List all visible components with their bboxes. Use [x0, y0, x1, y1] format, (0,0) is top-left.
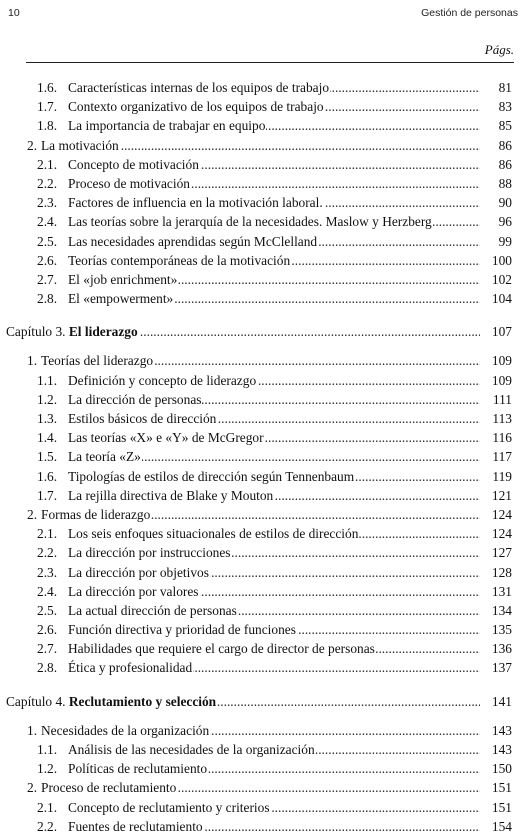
- toc-subsection-entry: [0, 740, 524, 759]
- toc-entry-title: La dirección por valores: [68, 583, 199, 599]
- toc-entry-number: 2.1.: [37, 156, 58, 172]
- toc-entry-text: [27, 351, 154, 370]
- toc-entry-title: Las teorías «X» e «Y» de McGregor: [68, 430, 264, 446]
- toc-entry-text: [37, 371, 257, 390]
- toc-entry-number: 1.4.: [37, 430, 58, 446]
- toc-entry-text: [6, 322, 139, 341]
- toc-entry-title: Teorías del liderazgo: [41, 353, 154, 369]
- toc-subsection-entry: [0, 371, 524, 390]
- toc-entry-title: La dirección por instrucciones: [68, 545, 231, 561]
- toc-entry-number: 1.2.: [37, 391, 58, 407]
- toc-section-entry: [0, 351, 524, 370]
- toc-section-entry: [0, 505, 524, 524]
- toc-entry-text: [37, 116, 266, 135]
- toc-entry-page: 102: [491, 271, 512, 287]
- toc-subsection-entry: [0, 97, 524, 116]
- toc-subsection-entry: [0, 390, 524, 409]
- toc-subsection-entry: [0, 563, 524, 582]
- toc-section-entry: [0, 136, 524, 155]
- toc-entry-text: [6, 692, 217, 711]
- toc-entry-page: 137: [491, 660, 512, 676]
- toc-entry-text: [37, 759, 208, 778]
- toc-subsection-entry: [0, 759, 524, 778]
- toc-entry-title: Proceso de motivación: [68, 175, 190, 191]
- toc-entry-number: 2.6.: [37, 252, 58, 268]
- toc-entry-text: [37, 543, 232, 562]
- toc-entry-title: Ética y profesionalidad: [68, 660, 193, 676]
- toc-entry-number: 2.1.: [37, 526, 58, 542]
- toc-entry-page: 150: [491, 761, 512, 777]
- toc-entry-number: 1.3.: [37, 411, 58, 426]
- toc-entry-page: 124: [491, 526, 512, 542]
- toc-subsection-entry: [0, 582, 524, 601]
- toc-entry-number: 2.4.: [37, 583, 58, 599]
- toc-entry-text: [37, 78, 330, 97]
- toc-entry-number: 2.2.: [37, 545, 58, 561]
- toc-entry-page: 141: [491, 693, 512, 709]
- toc-entry-title: La rejilla directiva de Blake y Mouton: [68, 487, 274, 503]
- toc-entry-title: Tipologías de estilos de dirección según Tennenbaum: [68, 468, 355, 484]
- toc-entry-title: Necesidades de la organización: [41, 722, 210, 738]
- toc-entry-text: [37, 289, 174, 308]
- toc-entry-number: 2.2.: [37, 818, 58, 834]
- toc-entry-text: [37, 524, 359, 543]
- toc-entry-page: 151: [491, 799, 512, 815]
- toc-entry-title: Concepto de reclutamiento y criterios: [68, 799, 270, 815]
- toc-entry-page: 88: [498, 175, 512, 191]
- toc-entry-page: 90: [498, 195, 512, 211]
- toc-subsection-entry: [0, 409, 524, 428]
- toc-entry-text: [37, 97, 325, 116]
- toc-entry-number: 2.5.: [37, 233, 58, 249]
- toc-entry-text: [37, 447, 142, 466]
- toc-entry-number: 1.6.: [37, 468, 58, 484]
- toc-entry-page: 143: [491, 742, 512, 757]
- toc-entry-text: [27, 778, 177, 797]
- toc-entry-number: 2.: [27, 780, 38, 796]
- toc-entry-page: 96: [498, 214, 512, 230]
- toc-entry-page: 124: [491, 506, 512, 522]
- toc-subsection-entry: [0, 486, 524, 505]
- toc-entry-number: 1.7.: [37, 487, 58, 503]
- toc-subsection-entry: [0, 817, 524, 836]
- toc-entry-title: Habilidades que requiere el cargo de director de personas: [68, 641, 375, 657]
- toc-entry-title: Factores de influencia en la motivación laboral.: [68, 195, 323, 211]
- toc-entry-text: [37, 658, 193, 677]
- toc-entry-number: 1.2.: [37, 761, 58, 777]
- toc-entry-title: Teorías contemporáneas de la motivación: [68, 252, 291, 268]
- toc-entry-title: Definición y concepto de liderazgo: [68, 372, 257, 388]
- toc-subsection-entry: [0, 658, 524, 677]
- toc-subsection-entry: [0, 174, 524, 193]
- toc-entry-text: [37, 212, 433, 231]
- toc-entry-title: Concepto de motivación: [68, 156, 199, 172]
- toc-entry-number: Capítulo 4.: [6, 693, 66, 709]
- toc-entry-title: El «empowerment»: [68, 291, 174, 307]
- toc-entry-text: [27, 505, 151, 524]
- toc-entry-page: 128: [491, 564, 512, 580]
- toc-entry-number: 1.: [27, 722, 38, 738]
- toc-entry-number: 1.5.: [37, 449, 58, 465]
- toc-entry-number: 2.5.: [37, 602, 58, 618]
- toc-entry-page: 154: [491, 818, 512, 834]
- toc-subsection-entry: [0, 798, 524, 817]
- toc-entry-title: Características internas de los equipos de trabajo: [68, 80, 330, 95]
- toc-entry-number: 2.8.: [37, 291, 58, 307]
- toc-entry-title: Contexto organizativo de los equipos de trabajo: [68, 99, 324, 115]
- toc-entry-title: Los seis enfoques situacionales de estilos de dirección: [68, 526, 359, 542]
- pages-column-label: Págs.: [484, 42, 514, 57]
- toc-entry-text: [37, 390, 202, 409]
- toc-subsection-entry: [0, 639, 524, 658]
- toc-entry-page: 83: [498, 99, 512, 115]
- toc-entry-page: 119: [492, 468, 512, 484]
- toc-entry-title: Fuentes de reclutamiento: [68, 818, 203, 834]
- toc-entry-number: Capítulo 3.: [6, 324, 66, 340]
- toc-entry-page: 151: [491, 780, 512, 796]
- toc-entry-page: 99: [498, 233, 512, 249]
- toc-chapter-entry: [0, 692, 524, 711]
- toc-subsection-entry: [0, 155, 524, 174]
- toc-subsection-entry: [0, 270, 524, 289]
- toc-entry-title: Reclutamiento y selección: [68, 693, 217, 709]
- toc-entry-number: 1.1.: [37, 372, 58, 388]
- toc-entry-page: 86: [498, 137, 512, 153]
- toc-entry-title: Estilos básicos de dirección: [68, 411, 217, 426]
- toc-entry-page: 109: [491, 372, 512, 388]
- toc-entry-page: 100: [491, 252, 512, 268]
- toc-entry-title: La teoría «Z»: [68, 449, 141, 465]
- page-header: [0, 0, 524, 24]
- toc-entry-page: 127: [491, 545, 512, 561]
- toc-entry-number: 2.: [27, 506, 38, 522]
- toc-entry-number: 2.: [27, 137, 38, 153]
- toc-entry-text: [37, 155, 200, 174]
- toc-entry-title: Las necesidades aprendidas según McClelland: [68, 233, 318, 249]
- toc-entry-text: [37, 620, 297, 639]
- toc-entry-text: [37, 467, 355, 486]
- page-number: 10: [8, 7, 20, 19]
- toc-entry-page: 85: [498, 118, 512, 134]
- toc-subsection-entry: [0, 620, 524, 639]
- running-title: Gestión de personas: [421, 7, 518, 19]
- toc-entry-title: La dirección por objetivos: [68, 564, 209, 580]
- toc-subsection-entry: [0, 193, 524, 212]
- toc-subsection-entry: [0, 543, 524, 562]
- toc-entry-page: 81: [498, 80, 512, 95]
- toc-entry-title: Formas de liderazgo: [41, 506, 151, 522]
- toc-entry-text: [37, 409, 217, 428]
- toc-entry-title: La dirección de personas: [68, 391, 202, 407]
- toc-entry-number: 2.4.: [37, 214, 58, 230]
- toc-entry-page: 143: [491, 722, 512, 738]
- toc-subsection-entry: [0, 212, 524, 231]
- toc-entry-number: 1.6.: [37, 80, 58, 95]
- toc-entry-number: 1.1.: [37, 742, 58, 757]
- toc-subsection-entry: [0, 447, 524, 466]
- toc-entry-text: [37, 270, 178, 289]
- toc-entry-number: 2.7.: [37, 271, 58, 287]
- toc-entry-text: [37, 193, 324, 212]
- toc-entry-text: [37, 817, 204, 836]
- toc-entry-title: Análisis de las necesidades de la organización: [68, 742, 315, 757]
- toc-entry-text: [37, 639, 376, 658]
- toc-entry-text: [37, 486, 274, 505]
- toc-entry-text: [37, 563, 210, 582]
- toc-entry-text: [27, 136, 120, 155]
- toc-entry-title: La motivación: [41, 137, 119, 153]
- toc-entry-number: 2.8.: [37, 660, 58, 676]
- toc-entry-page: 116: [492, 430, 512, 446]
- toc-entry-title: Las teorías sobre la jerarquía de la necesidades. Maslow y Herzberg: [68, 214, 432, 230]
- header-rule: [26, 62, 514, 63]
- toc-entry-title: El «job enrichment»: [68, 271, 178, 287]
- table-of-contents: [0, 78, 524, 836]
- toc-subsection-entry: [0, 78, 524, 97]
- toc-entry-number: 2.7.: [37, 641, 58, 657]
- toc-entry-title: La importancia de trabajar en equipo: [68, 118, 266, 134]
- toc-entry-title: Políticas de reclutamiento: [68, 761, 208, 777]
- toc-entry-page: 134: [491, 602, 512, 618]
- toc-entry-number: 2.2.: [37, 175, 58, 191]
- toc-entry-page: 136: [491, 641, 512, 657]
- toc-entry-title: La actual dirección de personas: [68, 602, 237, 618]
- toc-entry-text: [37, 601, 238, 620]
- toc-entry-number: 1.: [27, 353, 38, 369]
- toc-entry-number: 1.8.: [37, 118, 58, 134]
- toc-entry-number: 2.3.: [37, 564, 58, 580]
- toc-subsection-entry: [0, 524, 524, 543]
- toc-entry-text: [37, 174, 191, 193]
- toc-entry-number: 1.7.: [37, 99, 58, 115]
- toc-entry-title: Función directiva y prioridad de funciones: [68, 622, 296, 638]
- toc-entry-page: 117: [492, 449, 512, 465]
- toc-subsection-entry: [0, 289, 524, 308]
- toc-entry-page: 107: [491, 324, 512, 340]
- toc-entry-number: 2.3.: [37, 195, 58, 211]
- toc-section-entry: [0, 721, 524, 740]
- toc-entry-text: [37, 740, 316, 759]
- toc-entry-page: 111: [492, 391, 512, 407]
- toc-chapter-entry: [0, 322, 524, 341]
- toc-entry-text: [37, 251, 291, 270]
- toc-subsection-entry: [0, 251, 524, 270]
- toc-entry-title: El liderazgo: [68, 324, 138, 340]
- toc-entry-page: 135: [491, 622, 512, 638]
- toc-entry-title: Proceso de reclutamiento: [41, 780, 177, 796]
- toc-entry-page: 86: [498, 156, 512, 172]
- toc-entry-number: 2.6.: [37, 622, 58, 638]
- toc-entry-page: 104: [491, 291, 512, 307]
- toc-entry-page: 113: [492, 411, 512, 426]
- toc-entry-number: 2.1.: [37, 799, 58, 815]
- toc-subsection-entry: [0, 428, 524, 447]
- toc-entry-text: [37, 428, 265, 447]
- toc-entry-text: [37, 582, 200, 601]
- toc-subsection-entry: [0, 116, 524, 135]
- toc-subsection-entry: [0, 232, 524, 251]
- toc-entry-text: [27, 721, 210, 740]
- toc-subsection-entry: [0, 467, 524, 486]
- toc-section-entry: [0, 778, 524, 797]
- toc-subsection-entry: [0, 601, 524, 620]
- toc-entry-page: 121: [491, 487, 512, 503]
- toc-entry-page: 131: [491, 583, 512, 599]
- toc-entry-text: [37, 232, 318, 251]
- toc-entry-text: [37, 798, 271, 817]
- toc-entry-page: 109: [491, 353, 512, 369]
